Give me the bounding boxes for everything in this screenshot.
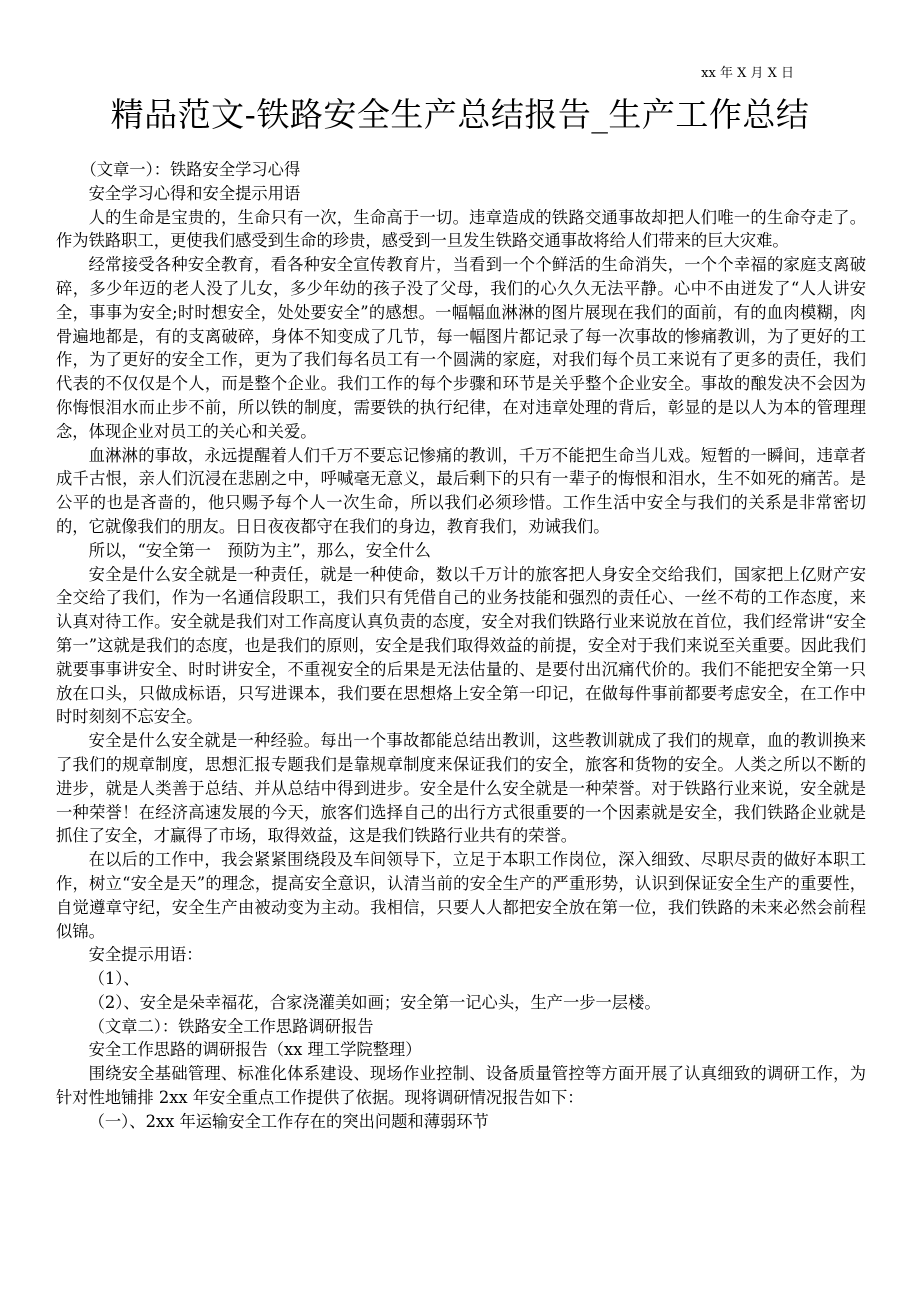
- body-paragraph: 人的生命是宝贵的，生命只有一次，生命高于一切。违章造成的铁路交通事故却把人们唯一的生命夺走了。作为铁路职工，更使我们感受到生命的珍贵，感受到一旦发生铁路交通事故将给人们带来的巨大灾难。: [56, 207, 866, 251]
- tip-item: （1）、: [88, 969, 140, 989]
- body-paragraph: 安全是什么安全就是一种责任，就是一种使命，数以千万计的旅客把人身安全交给我们，国家把上亿财产安全交给了我们，作为一名通信段职工，我们只有凭借自己的业务技能和强烈的责任心、一丝不苟的工作态度，来认真对待工作。安全就是我们对工作高度认真负责的态度，安全对我们铁路行业来说放在首位，我们经常讲“安全第一”这就是我们的态度，也是我们的原则，安全是我们取得效益的前提，安全对于我们来说至关重要。因此我们就要事事讲安全、时时讲安全，不重视安全的后果是无法估量的、是要付出沉痛代价的。我们不能把安全第一只放在口头，只做成标语，只写进课本，我们要在思想烙上安全第一印记，在做每件事前都要考虑安全，在工作中时时刻刻不忘安全。: [56, 564, 866, 727]
- body-paragraph: 所以，“安全第一 预防为主”，那么，安全什么: [88, 540, 431, 560]
- article-two-heading: （文章二）：铁路安全工作思路调研报告: [88, 1016, 374, 1036]
- body-paragraph: 血淋淋的事故，永远提醒着人们千万不要忘记惨痛的教训，千万不能把生命当儿戏。短暂的一瞬间，违章者成千古恨，亲人们沉浸在悲剧之中，呼喊毫无意义，最后剩下的只有一辈子的悔恨和泪水，生不如死的痛苦。是公平的也是吝啬的，他只赐予每个人一次生命，所以我们必须珍惜。工作生活中安全与我们的关系是非常密切的，它就像我们的朋友。日日夜夜都守在我们的身边，教育我们，劝诫我们。: [56, 445, 866, 536]
- body-paragraph: 在以后的工作中，我会紧紧围绕段及车间领导下，立足于本职工作岗位，深入细致、尽职尽责的做好本职工作，树立“安全是天”的理念，提高安全意识，认清当前的安全生产的严重形势，认识到保证安全生产的重要性，自觉遵章守纪，安全生产由被动变为主动。我相信，只要人人都把安全放在第一位，我们铁路的未来必然会前程似锦。: [56, 850, 866, 941]
- body-paragraph: 围绕安全基础管理、标准化体系建设、现场作业控制、设备质量管控等方面开展了认真细致的调研工作，为针对性地铺排 2xx 年安全重点工作提供了依据。现将调研情况报告如下：: [56, 1064, 866, 1108]
- tip-item: （2）、安全是朵幸福花，合家浇灌美如画；安全第一记心头，生产一步一层楼。: [88, 992, 661, 1012]
- article-one-heading: （文章一）：铁路安全学习心得: [80, 160, 301, 179]
- document-title: 精品范文-铁路安全生产总结报告_生产工作总结: [110, 95, 810, 134]
- document-body: [56, 158, 866, 1134]
- document-date: xx 年 X 月 X 日: [701, 66, 794, 81]
- section-subheading: 安全工作思路的调研报告（xx 理工学院整理）: [88, 1040, 422, 1060]
- body-paragraph: 经常接受各种安全教育，看各种安全宣传教育片，当看到一个个鲜活的生命消失，一个个幸福的家庭支离破碎，多少年迈的老人没了儿女，多少年幼的孩子没了父母，我们的心久久无法平静。心中不由迸发了“人人讲安全，事事为安全;时时想安全，处处要安全”的感想。一幅幅血淋淋的图片展现在我们的面前，有的血肉模糊，肉骨遍地都是，有的支离破碎，身体不知变成了几节，每一幅图片都记录了每一次事故的惨痛教训，为了更好的工作，为了更好的安全工作，更为了我们每名员工有一个圆满的家庭，对我们每个员工来说有了更多的责任，我们代表的不仅仅是个人，而是整个企业。我们工作的每个步骤和环节是关乎整个企业安全。事故的酿发决不会因为你悔恨泪水而止步不前，所以铁的制度，需要铁的执行纪律，在对违章处理的背后，彰显的是以人为本的管理理念，体现企业对员工的关心和关爱。: [56, 255, 866, 441]
- section-heading: （一）、2xx 年运输安全工作存在的突出问题和薄弱环节: [88, 1111, 489, 1131]
- section-subheading: 安全学习心得和安全提示用语: [88, 183, 301, 203]
- body-paragraph: 安全是什么安全就是一种经验。每出一个事故都能总结出教训，这些教训就成了我们的规章，血的教训换来了我们的规章制度，思想汇报专题我们是靠规章制度来保证我们的安全，旅客和货物的安全。人类之所以不断的进步，就是人类善于总结、并从总结中得到进步。安全是什么安全就是一种荣誉。对于铁路行业来说，安全就是一种荣誉！在经济高速发展的今天，旅客们选择自己的出行方式很重要的一个因素就是安全，我们铁路企业就是抓住了安全，才赢得了市场，取得效益，这是我们铁路行业共有的荣誉。: [56, 731, 866, 846]
- tips-heading: 安全提示用语：: [88, 945, 203, 965]
